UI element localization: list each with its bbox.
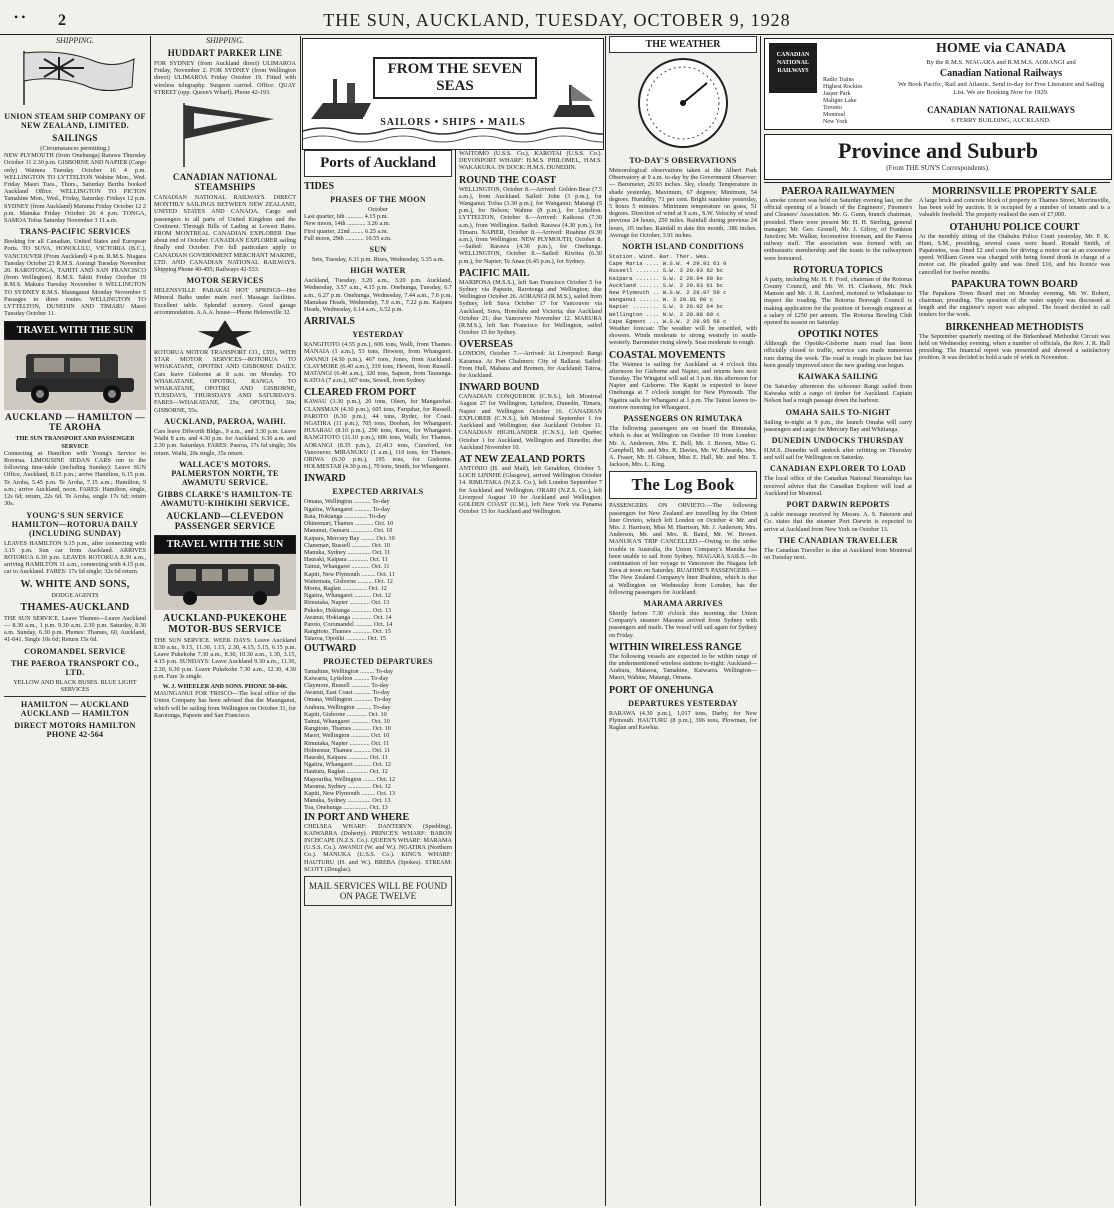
column-divider xyxy=(455,150,456,1206)
pukekohe-text: THE SUN SERVICE. WEEK DAYS: Leave Auckland 8.30 a.m., 9.15, 11.30, 1.15, 2.30, 4.15, 5.15, 6.15 p.m. Leave Pukekohe 7.30 a.m., 8.30, 10.30 a.m., 1.30, 3.15, 4.15 p.m. SUNDAYS: Leave Auckland 9.30 a.m., 11.30, 2.30, 6.30 p.m. Leave Pukekohe 7.30 a.m., 12.30, 4.30 p.m. Fare 3s single. xyxy=(154,636,296,680)
weather-text: Meteorological observations taken at the Albert Park Observatory at 9 a.m. to-day by the Government Observer:— Barometer, 29.93 inches. Sky, cloudy. Temperature in shade yesterday, Maximum, 67 degrees; Minimum, 54 degrees. Humidity, 71 per cent. Bright sunshine yesterday, 5 hours 5 minutes. Minimum temperature on grass, 51 degrees. Direction of wind at 9 a.m., S.W. Velocity of wind previous 24 hours, 250 miles. Rainfall during previous 24 hours, .05 inches. Rainfall to date this month, .386 inches. Average for October, 3.91 inches. xyxy=(609,167,757,239)
onehunga-heading: PORT OF ONEHUNGA xyxy=(609,684,714,696)
opotiki-heading: OPOTIKI NOTES xyxy=(797,329,879,341)
conditions-row: Napier ........ S.W. 3 29.92 64 bc xyxy=(609,303,724,311)
canada-body: We Book Pacific, Rail and Atlantic. Send to-day for Free Literature and Sailing List. We are Booking Now for 1929. xyxy=(897,81,1105,96)
forecast-text: Weather forecast: The weather will be unsettled, with showers. Winds moderate to strong westerly to south-westerly. Barometer rising slowly. Seas moderate to rough. xyxy=(609,325,757,347)
nz-ports-heading: AT NEW ZEALAND PORTS xyxy=(459,453,586,465)
helensville-text: HELENSVILLE PARAKAI HOT SPRINGS—Hot Mineral Baths under main roof. Massage facilities. Excellent table. Splendid scenery. Good garage accommodation. A.A.A. house—Phone Helensville 32. xyxy=(154,287,296,316)
gibbs-heading: GIBBS CLARKE'S HAMILTON-TE AWAMUTU-KIHIKIHI SERVICE. xyxy=(157,489,293,508)
rotorua-motor-text: ROTORUA MOTOR TRANSPORT CO., LTD., WITH STAR MOTOR SERVICES—ROTORUA TO WHAKATANE, OPOTIKI AND GISBORNE DAILY. Cars leave Gisborne at 8 a.m. on Monday. TO WHAKATANE, OPOTIKI, RANGA TO WHAKATANE, OPOTIKI AND GISBORNE, TUESDAYS, THURSDAYS AND SATURDAYS. FARES—WHAKATANE, 25s; OPOTIKI, 30s; GISBORNE, 55s. xyxy=(154,349,296,414)
in-port-text: CHELSEA WHARF: DANTERYN (Spedding). KAIWARRA (Doherty). PRINCE'S WHARF: BARON INCHCAPE (N.Z.S. Co.). QUEEN'S WHARF: MARAMA (U.S.S. Co.). AWANUI (W. and W.). NGATIRA (Northern Co.). MANUKA (U.S.S. Co.). KING'S WHARF: HAUTURU (H. and W.). BREBA (Spokes). STREAM: SCOTT (Douglas). xyxy=(304,822,452,873)
wireless-heading: WITHIN WIRELESS RANGE xyxy=(609,641,742,653)
canadian-traveller-text: The Canadian Traveller is due at Auckland from Montreal on Tuesday next. xyxy=(764,546,912,561)
dodge-agents: DODGE AGENTS xyxy=(51,591,99,599)
papakura-body xyxy=(919,290,1110,319)
travel-with-sun-banner: TRAVEL WITH THE SUN xyxy=(4,321,146,340)
weather-body xyxy=(609,167,757,239)
canadian-traveller-body xyxy=(764,547,912,561)
birkenhead-text: The September quarterly meeting of the Birkenhead Methodist Circuit was held on Wednesday evening, when a number of officials, the Rev. J. R. Hall presiding. The financial report was presented and showed a satisfactory position. It was decided to hold a sale of work in November. xyxy=(919,332,1110,362)
morrinsville-heading: MORRINSVILLE PROPERTY SALE xyxy=(932,186,1097,197)
marama-heading: MARAMA ARRIVES xyxy=(643,598,723,608)
birkenhead-body xyxy=(919,333,1110,362)
conditions-row: Cape Egmont ... W.S.W. 2 29.95 58 c xyxy=(609,317,727,325)
auckland-hamilton-heading: AUCKLAND — HAMILTON — TE AROHA xyxy=(4,413,146,434)
expected-row: Clansman, Russell ............ Oct. 10 xyxy=(304,541,390,549)
projected-row: Arahura, Wellington .......... To-day xyxy=(304,703,391,711)
maunganui-text: MAUNGANUI FOR 'FRISCO—The local office of the Union Company has been advised that the Maunganui, which will be sailing from Wellington on October 31, for Rarotonga, Papeete and San Francisco. xyxy=(154,690,296,719)
rotorua-topics-body xyxy=(764,276,912,326)
rotorua-heading: YOUNG'S SUN SERVICE HAMILTON—ROTORUA DAILY (INCLUDING SUNDAY) xyxy=(11,510,139,538)
mail-services-notice: MAIL SERVICES WILL BE FOUND ON PAGE TWELVE xyxy=(304,876,452,906)
inward-bound-text: CANADIAN CONQUEROR (C.N.S.), left Montreal August 27 for Wellington, Lyttelton, Dunedin, Timaru, Napier and Wellington October 16. CANADIAN EXPLORER (C.N.S.), left Montreal September 1 for Auckland and Wellington; due Auckland October 11. CANADIAN HIGHLANDER (C.N.S.), left Quebec October 1 for Auckland, Wellington and Dunedin; due Auckland November 10. xyxy=(459,393,602,451)
expected-row: Omana, Wellington ........... To-day xyxy=(304,498,390,506)
sun-heading: SUN xyxy=(369,245,387,255)
province-suburb-banner xyxy=(764,134,1112,180)
canadian-national-heading: CANADIAN NATIONAL STEAMSHIPS xyxy=(172,172,278,193)
expected-row: Hauraki, Kaipara ............. Oct. 11 xyxy=(304,556,388,564)
rimutaka-text: The following passengers are on board the Rimutaka, which is due at Wellington on October 19 from London: Mr. A. Anderson, Mrs. E. Bell, Mr. J. Brown, Miss G. Campbell, Mr. and Mrs. R. Davies, Mr. W. Edwards, Mrs. A. Fraser, Mr. H. Gibson, Miss E. Hall, Mr. and Mrs. T. Jackson, Mrs. L. King. xyxy=(609,425,757,469)
projected-row: Mapourika, Wellington ........ Oct. 12 xyxy=(304,775,396,783)
projected-row: Ngatira, Whangarei ........... Oct. 12 xyxy=(304,761,391,769)
weather-heading: THE WEATHER xyxy=(609,36,757,53)
otahuhu-body xyxy=(919,233,1110,276)
coastal-text: The Waimea is sailing for Auckland at 4 o'clock this afternoon for Gisborne and Napier, and returns here next Tuesday. The Wingatui will sail at 3 p.m. this afternoon for Napier and Gisborne. The Kapiti is expected to leave Onehunga at 7 o'clock tonight for New Plymouth. The Ngatira sails for Whangarei at 1 p.m. The Tainui leaves to-morrow morning for Whangarei. xyxy=(609,360,757,411)
paeroa-railwaymen-body xyxy=(764,197,912,262)
expected-row: Pukeko, Hokianga ............. Oct. 13 xyxy=(304,606,392,614)
thames-auckland-heading: THAMES-AUCKLAND xyxy=(20,601,130,613)
projected-row: Maori, Wellington ............ Oct. 10 xyxy=(304,732,390,740)
conditions-row: Station. Wind. Bar. Ther. Wea. xyxy=(609,253,710,261)
projected-row: Rimutaka, Napier ............. Oct. 11 xyxy=(304,739,390,747)
column-divider xyxy=(605,36,606,1206)
coast-text: WELLINGTON, October 8.—Arrived: Golden Bear (7.5 a.m.), from Auckland. Sailed: John (3 p.m.), for Wanganui; Tofua (3.30 p.m.), for Wanganui; Matangi (5 p.m.), for Nelson; Wahine (8 p.m.), for Lyttelton. LYTTELTON, October 8.—Arrived: Kaikorai (7.30 a.m.), from Wellington. Sailed: Rarawa (4.30 p.m.), for Timaru. NAPIER, October 8.—Arrived: Ruahine (9.30 a.m.), from Wellington. NEW PLYMOUTH, October 8.—Sailed: Rarawa (4.30 p.m.), for Onehunga. WELLINGTON, October 8.—Sailed: Kiwitea (6.30 p.m.), for Napier; Te Anau (6.45 p.m.), for Sydney. xyxy=(459,185,602,265)
log-book-body xyxy=(609,502,757,596)
projected-row: Hauraki, Kaipara ............. Oct. 11 xyxy=(304,753,388,761)
omaha-text: Sailing to-night at 9 p.m., the launch Omaha will carry passengers and cargo for Mercury Bay and Whitianga. xyxy=(764,418,912,433)
rotorua-text: LEAVES HAMILTON 9.15 p.m., after connecting with 3.15 p.m. Sun car from Auckland. ARRIVES ROTORUA 6.30 p.m. LEAVES ROTORUA 8.30 a.m., arriving HAMILTON 11 a.m., connecting with 4.15 p.m. car to Auckland. FARES: 17s 6d single; 32s 6d return. xyxy=(4,539,146,576)
expected-row: Taiaroa, Opotiki ............. Oct. 15 xyxy=(304,635,386,643)
expected-row: Awanui, Hokianga ............. Oct. 14 xyxy=(304,613,392,621)
wallace-heading: WALLACE'S MOTORS. PALMERSTON NORTH, TE AWAMUTU SERVICE. xyxy=(171,459,279,487)
star-icon xyxy=(154,319,296,349)
union-flag-icon xyxy=(4,47,146,109)
cleared-body xyxy=(304,398,452,470)
explorer-body xyxy=(764,475,912,497)
coastal-heading: COASTAL MOVEMENTS xyxy=(609,349,726,361)
conditions-row: Auckland ...... S.W. 3 29.93 61 bc xyxy=(609,281,724,289)
canada-cnr: CANADIAN NATIONAL RAILWAYS xyxy=(927,105,1075,115)
canadian-body xyxy=(154,194,296,273)
round-coast-heading: ROUND THE COAST xyxy=(459,174,557,186)
darwin-heading: PORT DARWIN REPORTS xyxy=(786,500,890,510)
canada-stop: Maligne Lake xyxy=(823,98,857,104)
column-divider xyxy=(760,36,761,1206)
darwin-body xyxy=(764,511,912,533)
forecast-body xyxy=(609,325,757,347)
paeroa-waihi-text: Cars leave Dilworth Bldgs., 9 a.m., and 3.30 p.m. Leave Waihi 8 a.m. and 4.30 p.m. for Auckland. 6.30 a.m. and 2.30 p.m. Saturdays. FARES: Paeroa, 17s 6d single; 30s return. Waihi, 20s single, 35s return. xyxy=(154,427,296,457)
clevedon-heading: AUCKLAND—CLEVEDON PASSENGER SERVICE xyxy=(166,510,284,531)
overseas-heading: OVERSEAS xyxy=(459,339,513,351)
otahuhu-text: At the monthly sitting of the Otahuhu Police Court yesterday, Mr. F. K. Hunt, S.M., presiding, several cases were heard. Ronald Smith, of Papatoetoe, was fined £2 and costs for driving a motor car at an excessive speed. William Green was charged with being found drunk in charge of a motor car. He pleaded guilty and was fined £10, and his licence was cancelled for twelve months. xyxy=(919,232,1110,276)
province-title: Province and Suburb xyxy=(837,138,1039,163)
moon-row: New moon, 14th ............ 3.26 a.m. xyxy=(304,220,391,228)
expected-list xyxy=(304,498,452,642)
projected-row: Toa, Onehunga ................ Oct. 13 xyxy=(304,804,388,812)
paeroa-railwaymen-text: A smoke concert was held on Saturday evening last, on the official opening of a branch of the Engineers', Firemen's and Cleaners' Association. Mr. G. Gunn, branch chairman, presided. There were present Mr. H. H. Sterling, general manager; Mr. Geo. Grenell, Mr. J. Gilroy, of Frankton Junction; Mr. Walker, locomotive foreman, and the Paeroa railway staff. The association was formed with an enthusiastic membership and the toasts to the railwaymen were honoured. xyxy=(764,197,912,262)
marama-body xyxy=(609,610,757,639)
moon-row: Last quarter, 6th ........... 4.15 p.m. xyxy=(304,213,388,221)
masthead-title: THE SUN, AUCKLAND, TUESDAY, OCTOBER 9, 1928 xyxy=(323,10,791,30)
cleared-heading: CLEARED FROM PORT xyxy=(304,387,416,399)
morrinsville-body xyxy=(919,197,1110,219)
moon-row: Full moon, 29th ............ 10.55 a.m. xyxy=(304,234,392,242)
projected-row: Kaiwarra, Lyttelton .......... To-day xyxy=(304,674,389,682)
omaha-body xyxy=(764,419,912,433)
expected-row: Morea, Raglan ................ Oct. 12 xyxy=(304,584,387,592)
home-via-canada-ad xyxy=(764,38,1112,130)
projected-row: Hauturu, Raglan .............. Oct. 12 xyxy=(304,768,388,776)
expected-row: Ngatira, Whangarei ........... To-day xyxy=(304,505,391,513)
conditions-table xyxy=(609,253,757,325)
expected-row: Ngatira, Whangarei ........... Oct. 12 xyxy=(304,592,391,600)
sailings-text: NEW PLYMOUTH (from Onehunga) Rarawa Thursday October 11 2.30 p.m. GISBORNE AND NAPIER (Cargo only) Waimea Tuesday October 16 4 p.m. WELLINGTON TO LYTTELTON Wahine Mon., Wed. Friday Maori Tues., Thurs., Saturday Berths booked Auckland Office. WELLINGTON TO PICTON Tamahine Mon., Wed., Friday, Saturday. Fridays 12 p.m. SYDNEY (from Auckland) Marama Friday October 12 2 p.m. Manuka Friday October 26 4 p.m. TONGA, SAMOA Tofua Saturday November 3 11 a.m. xyxy=(4,152,146,225)
trans-pacific-body xyxy=(4,238,146,317)
sailings-body xyxy=(4,152,146,224)
page-number: 2 xyxy=(58,12,66,29)
projected-row: Kapiti, New Plymouth ......... Oct. 13 xyxy=(304,790,396,797)
hamilton-body xyxy=(4,450,146,508)
moon-month: October xyxy=(368,206,388,213)
masthead-rule xyxy=(0,34,1114,35)
overseas-text: LONDON, October 7.—Arrived: At Liverpool: Rangi Karamea. At Port Chalmers: City of Ballarat. Sailed: From Hull, Mahana and Bremen, for Auckland; Tairoa, for Auckland. xyxy=(459,350,602,380)
car-icon xyxy=(4,340,146,410)
inward-heading: INWARD xyxy=(304,473,346,485)
hamilton-subheading: THE SUN TRANSPORT AND PASSENGER SERVICE xyxy=(15,435,135,450)
harbour-body xyxy=(459,150,602,172)
conditions-row: Russell ....... S.W. 3 29.93 62 bc xyxy=(609,267,724,275)
column-divider xyxy=(300,36,301,1206)
canada-stop: Radio Trains xyxy=(823,77,854,83)
arrivals-heading: ARRIVALS xyxy=(304,316,355,328)
expected-row: Paroto, Coromandel ........... Oct. 14 xyxy=(304,620,393,628)
yesterday-label: YESTERDAY xyxy=(352,330,404,340)
pacific-text: MARIPOSA (M.S.S.), left San Francisco October 5 for Sydney via Papeete, Rarotonga and Wellington; due Wellington October 26. AORANGI (R.M.S.), sailed from Sydney, left Suva October 17 for Vancouver via Auckland, Suva, Honolulu and Victoria; due Auckland October 21; due Vancouver November 12. MAKURA (R.M.S.), left San Francisco for Wellington, sailed October 15 for Sydney. xyxy=(459,278,602,337)
rotorua-topics-heading: ROTORUA TOPICS xyxy=(793,264,883,276)
opotiki-body xyxy=(764,340,912,369)
canadian-text: CANADIAN NATIONAL RAILWAYS. DIRECT MONTHLY SAILINGS BETWEEN NEW ZEALAND, UNITED STATES AND CANADA. Cargo and passengers to all parts of United Kingdom and the Continent. Through Bills of Lading at Lowest Rates. FROM MONTREAL CANADIAN EXPLORER Due about end of October. CANADIAN EXPLORER sailing finally end October. For full particulars apply to CANADIAN GOVERNMENT MERCHANT MARINE, LTD. AND CANADIAN NATIONAL RAILWAYS. Shipping Phone 40-495; Railways 42-533. xyxy=(154,194,296,274)
coast-body xyxy=(459,186,602,265)
birkenhead-heading: BIRKENHEAD METHODISTS xyxy=(945,321,1084,333)
papakura-text: The Papakura Town Board met on Monday evening, Mr. W. Robert, chairman, presiding. The question of the water supply was discussed at length and the engineer's report was adopted. The board decided to call tenders for the work. xyxy=(919,289,1110,319)
expected-row: Rangitoto, Thames ............ Oct. 15 xyxy=(304,628,391,636)
nz-ports-body xyxy=(459,465,602,515)
pacific-mail-heading: PACIFIC MAIL xyxy=(459,267,530,279)
canadian-flag-icon xyxy=(154,99,296,169)
canada-rail-line: Canadian National Railways xyxy=(939,68,1063,79)
province-subtitle: (From THE SUN'S Correspondents). xyxy=(886,164,990,172)
projected-row: Claymore, Russell ............ To-day xyxy=(304,681,389,689)
expected-row: Kaipara, Mercury Bay ......... Oct. 10 xyxy=(304,534,395,542)
seven-seas-title: FROM THE SEVEN SEAS xyxy=(373,57,537,99)
morrinsville-text: A large brick and concrete block of property in Thames Street, Morrinsville, has been sold by auction. It is occupied by a number of tenants and is a valuable freehold. The property realised the sum of £7,000. xyxy=(919,197,1110,219)
paeroa-waihi-body xyxy=(154,428,296,457)
explorer-text: The local office of the Canadian National Steamships has received advice that the Canadian Explorer will load at Auckland for Montreal. xyxy=(764,475,912,497)
high-water-heading: HIGH WATER xyxy=(350,266,406,276)
overseas-body xyxy=(459,350,602,379)
arrivals-body xyxy=(304,341,452,384)
log-book-title: The Log Book xyxy=(609,471,757,499)
weather-caption: TO-DAY'S OBSERVATIONS xyxy=(629,156,737,165)
canadian-traveller-heading: THE CANADIAN TRAVELLER xyxy=(778,535,898,545)
rotorua-motor-body xyxy=(154,349,296,414)
canada-stops xyxy=(823,77,883,126)
huddart-parker-heading: HUDDART PARKER LINE xyxy=(167,48,283,58)
paeroa-railwaymen-heading: PAEROA RAILWAYMEN xyxy=(781,186,895,197)
rotorua-topics-text: A party, including Mr. H. F. Ford, chairman of the Rotorua County Council, and Mr. W. H. Clarkson, Mr. Nick Manson and Mr. J. R. Luxford, motored to Whakatane to inspect the roading. The Rotorua Borough Council is making application for the position of borough engineer at a salary of £250 per annum. The Rotorua Bowling Club opened its season on Saturday. xyxy=(764,275,912,327)
pukekohe-body xyxy=(154,637,296,680)
cleared-text: KAWAU (3.30 p.m.), 20 tons, Olsen, for Mangawhai. CLANSMAN (4.30 p.m.), 605 tons, Farquhar, for Russell. PAROTO (6.30 p.m.), 44 tons, Ryder, for Coast. NGATIRA (11 p.m.), 705 tons, Doohan, for Whangarei. HUIARAU (8.10 p.m.), 290 tons, Knox, for Whangarei. RANGITOTO (11.10 p.m.), 606 tons, Walli, for Thames. AORANGI (8.35 p.m.), 21,413 tons, Crawford, for Vancouver. MIRANUKU (1 a.m.), 110 tons, for Thames. ORIWA (6.30 p.m.), 195 tons, for Gisborne. HOLMESTAR (4.30 p.m.), 70 tons, Smith, for Whangarei. xyxy=(304,398,452,471)
omaha-heading: OMAHA SAILS TO-NIGHT xyxy=(785,407,891,417)
canada-stop: New York xyxy=(823,119,848,125)
maunganui-body xyxy=(154,690,296,719)
rotorua-body xyxy=(4,540,146,576)
log-book-text: PASSENGERS ON ORVIETO.—The following passengers for New Zealand are travelling by the Orient liner Orvieto, which left London on October 4: Mr. and Mrs. J. Harrison, Miss M. Harrison, Mr. J. Anderson, Mrs. Anderson, Mr. and Mrs. R. Baird, Mr. W. Brown. MANUKA'S TRIP CANCELLED.—Owing to the strike trouble in Australia, the Union Company's Manuka has been unable to sail from Sydney. NIAGARA SAILS.—In continuation of her voyage to Vancouver the Niagara left Suva at noon on Saturday. RUAHINE'S PASSENGERS.—The New Zealand Company's liner Ruahine, which is due at Wellington on Wednesday from London, has the following passengers for Auckland. xyxy=(609,502,757,596)
coastal-body xyxy=(609,361,757,411)
canada-title: HOME via CANADA xyxy=(936,41,1066,56)
projected-row: Holmestar, Thames ........... Oct. 11 xyxy=(304,746,391,754)
canada-address: 6 FERRY BUILDING, AUCKLAND. xyxy=(951,117,1051,124)
paeroa-transport-heading: THE PAEROA TRANSPORT CO., LTD. xyxy=(11,658,139,677)
paeroa-waihi-heading: AUCKLAND, PAEROA, WAIHI. xyxy=(164,416,286,426)
inward-bound-heading: INWARD BOUND xyxy=(459,382,540,394)
expected-row: Ohinemuri, Thames ............ Oct. 10 xyxy=(304,520,394,528)
dunedin-heading: DUNEDIN UNDOCKS THURSDAY xyxy=(771,436,905,446)
inward-bound-body xyxy=(459,393,602,451)
expected-row: Kapiti, New Plymouth ......... Oct. 11 xyxy=(304,570,395,578)
onehunga-subheading: DEPARTURES YESTERDAY xyxy=(628,698,738,708)
conditions-row: New Plymouth .. W.S.W. 2 29.97 59 c xyxy=(609,289,727,297)
pukekohe-heading: AUCKLAND-PUKEKOHE MOTOR-BUS SERVICE xyxy=(163,612,287,635)
kaiwaka-heading: KAIWAKA SAILING xyxy=(798,372,878,382)
huddart-text: FOR SYDNEY (from Auckland direct) ULIMAROA Friday, November 2. FOR SYDNEY (from Wellington direct) ULIMAROA Friday October 19. Fitted with wireless telegraphy. Surgeon carried. Office: QUAY STREET (opp. Queen's Wharf). Phone 42-193. xyxy=(154,60,296,96)
conditions-row: Kaipara ....... S.W. 2 29.94 60 bc xyxy=(609,274,724,282)
direct-motors: DIRECT MOTORS HAMILTON PHONE 42-564 xyxy=(14,720,136,739)
moon-list xyxy=(304,213,452,242)
sailings-heading: SAILINGS xyxy=(52,133,98,143)
dunedin-text: H.M.S. Dunedin will undock after refitting on Thursday and will sail for Wellington on Saturday. xyxy=(764,447,912,462)
arrivals-text: RANGITOTO (4.55 p.m.), 606 tons, Walli, from Thames. MANAIA (1 a.m.), 53 tons, Hewson, from Whangarei. AWANUI (4.30 p.m.), 467 tons, Jones, from Auckland. CLAYMORE (6.40 a.m.), 310 tons, Hewett, from Russell. MATANGI (6.40 a.m.), 320 tons, Sapson, from Tauranga. KATOA (7 a.m.), 607 tons, Sewell, from Sydney. xyxy=(304,341,452,385)
projected-row: Kapiti, Gisborne ............. Oct. 10 xyxy=(304,710,387,718)
projected-row: Marama, Sydney ............... Oct. 12 xyxy=(304,782,391,790)
expected-arrivals-heading: EXPECTED ARRIVALS xyxy=(332,487,424,497)
column-weather xyxy=(609,36,757,1206)
canada-stop: Montreal xyxy=(823,112,845,118)
wheeler-sons: W. J. WHEELER AND SONS. PHONE 50-046. xyxy=(162,682,288,690)
conditions-row: Wanganui ...... W. 3 29.91 60 c xyxy=(609,296,714,304)
wireless-body xyxy=(609,653,757,682)
darwin-text: A cable message received by Messrs. A. S. Paterson and Co. states that the steamer Port Darwin is expected to arrive at Auckland from New York on October 13. xyxy=(764,511,912,533)
expected-row: Tainui, Whangarei ............ Oct. 11 xyxy=(304,563,390,571)
projected-departures-heading: PROJECTED DEPARTURES xyxy=(323,656,433,666)
trans-pacific-text: Booking for all Canadian, United States and European Ports. TO SUVA, HONOLULU, VICTORIA (B.C.), VANCOUVER (From Auckland) 4 p.m. R.M.S. Niagara Tuesday October 23 R.M.S. Aorangi Tuesday November 20. RAROTONGA, TAHITI AND SAN FRANCISCO (from Wellington). R.M.S. Tahiti Friday October 19 R.M.S. Makura Tuesday November 6 WELLINGTON TO SYDNEY R.M.S. Maunganui Monday November 5 Passages to three routes. WELLINGTON TO LYTTELTON, DUNEDIN AND TIMARU Maori Tuesday October 11. xyxy=(4,238,146,318)
seven-seas-banner xyxy=(302,38,604,150)
projected-row: Tainui, Whangarei ............ Oct. 10 xyxy=(304,717,390,725)
weather-dial-icon xyxy=(609,53,757,153)
rimutaka-body xyxy=(609,425,757,468)
high-water-text: Auckland, Tuesday, 3.20 a.m., 3.20 p.m. Auckland, Wednesday, 3.57 a.m., 4.15 p.m. Onehunga, Tuesday, 6.7 a.m., 6.27 p.m. Onehunga, Wednesday, 7.44 a.m., 7.6 p.m. Manukau Heads, Wednesday, 7.9 a.m., 7.22 p.m. Kaipara Heads, Wednesday, 6.14 a.m., 6.52 p.m. xyxy=(304,277,452,314)
tides-heading: TIDES xyxy=(304,181,335,192)
province-rule xyxy=(764,182,1110,183)
huddart-body xyxy=(154,60,296,96)
onehunga-body xyxy=(609,710,757,732)
sun-times: Sets, Tuesday, 6.31 p.m. Rises, Wednesday, 5.35 a.m. xyxy=(311,256,445,264)
projected-row: Manuka, Sydney ............... Oct. 13 xyxy=(304,797,391,805)
canada-stop: Highest Rockies xyxy=(823,84,863,90)
conditions-row: Cape Maria .... W.S.W. 4 29.91 61 0 xyxy=(609,260,727,268)
helensville-body xyxy=(154,287,296,316)
projected-row: Rangitoto, Thames ............ Oct. 10 xyxy=(304,725,391,733)
column-province-1 xyxy=(764,186,912,1206)
page-ornament: • • xyxy=(14,10,26,24)
thames-body xyxy=(4,615,146,644)
otahuhu-heading: OTAHUHU POLICE COURT xyxy=(949,221,1080,233)
column-divider xyxy=(150,36,151,1206)
ports-of-auckland-title: Ports of Auckland xyxy=(304,150,452,177)
yellow-buses: YELLOW AND BLACK BUSES. BLUE LIGHT SERVICES xyxy=(13,678,137,693)
white-sons-heading: W. WHITE AND SONS, xyxy=(20,578,130,590)
column-coast xyxy=(459,150,602,1206)
rimutaka-heading: PASSENGERS ON RIMUTAKA xyxy=(623,414,743,424)
projected-row: Omana, Wellington ............ To-day xyxy=(304,696,392,704)
marama-text: Shortly before 7.30 o'clock this morning the Union Company's steamer Marama arrived from Sydney with passengers and mails. The vessel will sail again for Sydney on Friday. xyxy=(609,609,757,639)
projected-list xyxy=(304,668,452,812)
opotiki-text: Although the Opotiki-Gisborne main road has been officially closed to traffic, service cars made numerous runs during the week. The road is rough in places but has been greatly improved since the new grading was begun. xyxy=(764,340,912,369)
pacific-body xyxy=(459,279,602,337)
in-port-heading: IN PORT AND WHERE xyxy=(304,811,410,823)
dunedin-body xyxy=(764,447,912,461)
kaiwaka-body xyxy=(764,383,912,405)
moon-phases-heading: PHASES OF THE MOON xyxy=(330,195,426,204)
hamilton-auckland-heading: HAMILTON — AUCKLAND AUCKLAND — HAMILTON xyxy=(4,696,146,718)
section-label: SHIPPING. xyxy=(56,36,94,45)
seven-seas-subtitle: SAILORS • SHIPS • MAILS xyxy=(363,117,543,128)
sailings-subheading: (Circumstances permitting.) xyxy=(40,145,110,152)
onehunga-text: RARAWA (4.30 p.m.), 1,017 tons, Darby, for New Plymouth. HAUTURU (8 p.m.), 396 tons, Plowman, for Raglan and Kawhia. xyxy=(609,709,757,731)
canada-stop: Toronto xyxy=(823,105,842,111)
column-province-2 xyxy=(919,186,1110,1206)
outward-heading: OUTWARD xyxy=(304,642,357,654)
hamilton-text: Connecting at Hamilton with Young's Service to Rotorua. LIMOUSINE SEDAN CARS run to the following time-table (including Sunday): Leave SUN Office, Auckland, 8.15 p.m.; arrive Hamilton, 6.15 p.m. Te Aroha, 5.45 p.m. Te Aroha, 7.15 a.m.; Hamilton, 9 a.m.; arrive Auckland, noon. FARES: Hamilton, single, 12s 6d; return, 22s 6d. Te Aroha, single 17s 6d; return 30s. xyxy=(4,449,146,508)
coromandel-heading: COROMANDEL SERVICE xyxy=(24,646,126,656)
expected-row: Manunui, Oamaru .............. Oct. 10 xyxy=(304,527,393,535)
in-port-body xyxy=(304,823,452,873)
column-divider xyxy=(915,220,916,1206)
motor-services-heading: MOTOR SERVICES xyxy=(186,276,264,286)
conditions-row: Wellington .... N.W. 3 29.88 60 c xyxy=(609,310,720,318)
harbour-text: WAITOMO (U.S.S. Co.), KAROTAI (U.S.S. Co.). DEVONPORT WHARF: H.M.S. PHILOMEL, H.M.S. WAKAKURA. IN DOCK: H.M.S. DUNEDIN. xyxy=(459,150,602,172)
north-island-heading: NORTH ISLAND CONDITIONS xyxy=(622,242,744,252)
column-shipping-2 xyxy=(154,36,296,1206)
kaiwaka-text: On Saturday afternoon the schooner Rangi sailed from Kaiwaka with a cargo of timber for Auckland. Captain Nelson had a rough passage down the harbour. xyxy=(764,383,912,405)
thames-text: THE SUN SERVICE. Leave Thames—Leave Auckland— 8.30 a.m., 1 p.m. 9.30 a.m. 2.30 p.m. Saturday, 8.30 a.m. Sunday, 6.30 p.m. Phones: Thames, 60, Auckland, 41-041. Single 10s 6d; Return 15s 6d. xyxy=(4,614,146,644)
explorer-heading: CANADIAN EXPLORER TO LOAD xyxy=(770,464,906,474)
trans-pacific-heading: TRANS-PACIFIC SERVICES xyxy=(19,227,131,237)
section-label: SHIPPING. xyxy=(206,36,244,45)
canada-subtitle: By the R.M.S. NIAGARA and R.M.M.S. AORANGI and xyxy=(926,59,1076,66)
expected-row: Rata, Hokianga ............... To-day xyxy=(304,512,387,520)
nz-ports-text: ANTONIO (H. and Mail), left Geraldton, October 5. LOCH LINNHE (Glasgow), arrived Wellington October 14. RIMUTAKA (N.Z.S. Co.), left London September 7 for Auckland and Wellington. ORARI (N.Z.S. Co.), left Liverpool August 10 for Auckland and Wellington. GOLDEN COAST (U.M.), left New York via Panama October 13 for Auckland and Wellington. xyxy=(459,464,602,516)
bus-icon xyxy=(154,554,296,610)
travel-with-sun-banner-2: TRAVEL WITH THE SUN xyxy=(154,535,296,554)
expected-row: Rimutaka, Napier ............. Oct. 13 xyxy=(304,599,390,607)
wireless-text: The following vessels are expected to be within range of the undermentioned wireless stations to-night: Auckland—Arahura, Mataroa, Tamahine, Kaiwarra. Wellington—Maori, Wahine, Matangi, Omana. xyxy=(609,652,757,682)
canada-stop: Jasper Park xyxy=(823,91,851,97)
moon-row: First quarter, 22nd ........ 6.25 a.m. xyxy=(304,227,389,235)
expected-row: Waitemata, Gisborne .......... Oct. 12 xyxy=(304,577,393,585)
cnr-logo-icon: CANADIAN NATIONAL RAILWAYS xyxy=(769,43,817,93)
column-ports xyxy=(304,150,452,1206)
column-shipping-1 xyxy=(4,36,146,1206)
papakura-heading: PAPAKURA TOWN BOARD xyxy=(951,278,1078,290)
projected-row: Tamahine, Wellington ......... To-day xyxy=(304,667,393,675)
expected-row: Manuka, Sydney ............... Oct. 11 xyxy=(304,548,391,556)
projected-row: Awanui, East Coast ........... To-day xyxy=(304,689,390,697)
union-company-heading: UNION STEAM SHIP COMPANY OF NEW ZEALAND, LIMITED. xyxy=(4,112,146,130)
high-water-body xyxy=(304,277,452,313)
